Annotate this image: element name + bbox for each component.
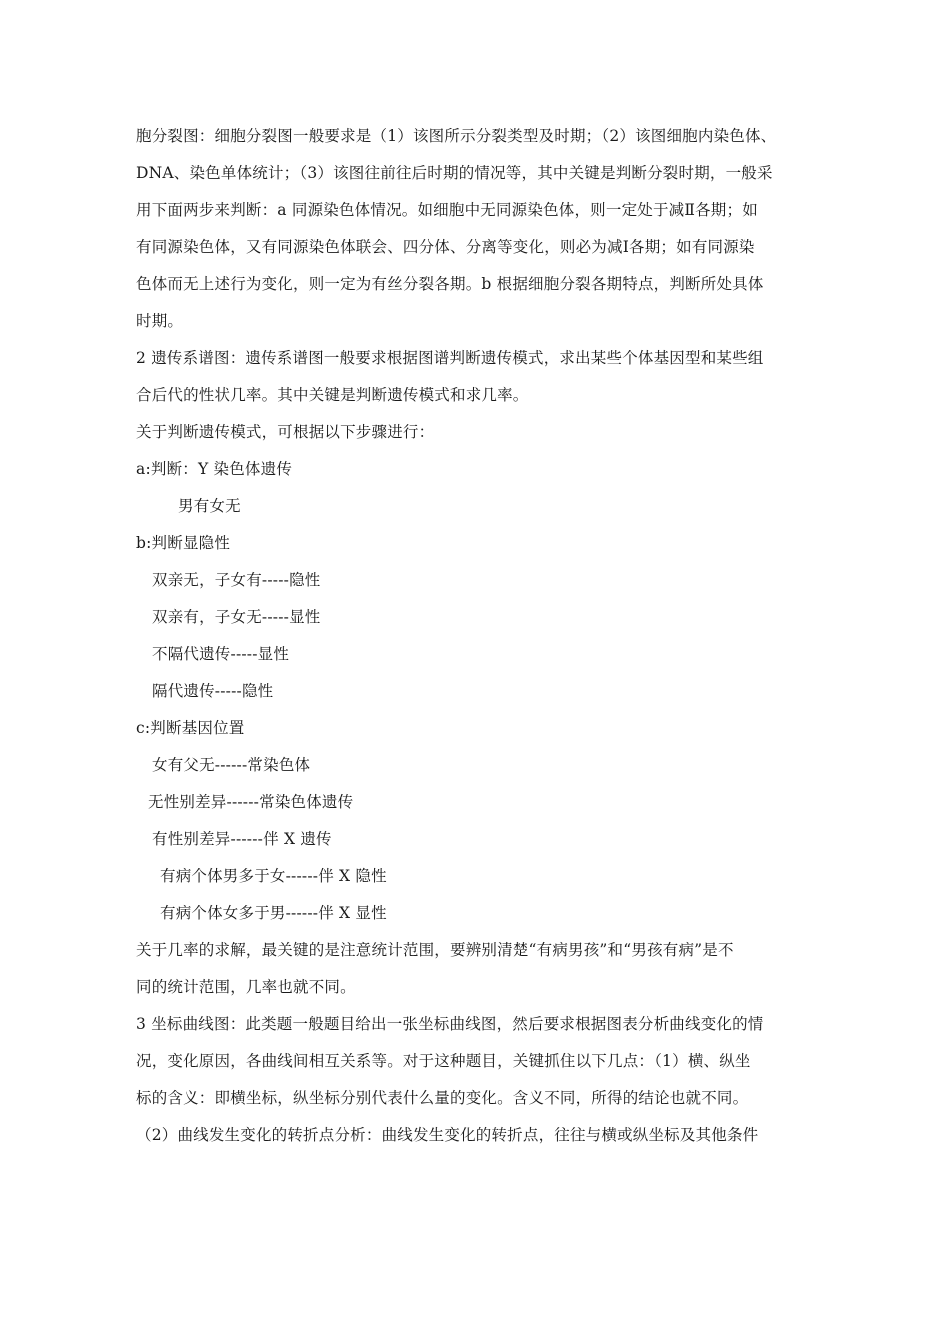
text-line: 男有女无 <box>178 497 241 515</box>
text-line: 况，变化原因，各曲线间相互关系等。对于这种题目，关键抓住以下几点：（1）横、纵坐 <box>136 1052 751 1070</box>
text-line: 无性别差异------常染色体遗传 <box>148 793 354 811</box>
text-line: c:判断基因位置 <box>136 719 245 737</box>
text-line: 用下面两步来判断：a 同源染色体情况。如细胞中无同源染色体，则一定处于减Ⅱ各期；如 <box>136 201 758 219</box>
text-line: 胞分裂图：细胞分裂图一般要求是（1）该图所示分裂类型及时期；（2）该图细胞内染色体、 <box>136 127 777 145</box>
text-line: 有病个体女多于男------伴 X 显性 <box>160 904 387 922</box>
text-line: DNA、染色单体统计；（3）该图往前往后时期的情况等，其中关键是判断分裂时期，一般采 <box>136 164 773 182</box>
text-line: 标的含义：即横坐标，纵坐标分别代表什么量的变化。含义不同，所得的结论也就不同。 <box>136 1089 749 1107</box>
text-line: 合后代的性状几率。其中关键是判断遗传模式和求几率。 <box>136 386 529 404</box>
text-line: （2）曲线发生变化的转折点分析：曲线发生变化的转折点，往往与横或纵坐标及其他条件 <box>136 1126 759 1144</box>
text-line: 双亲有，子女无-----显性 <box>152 608 321 626</box>
text-line: 3 坐标曲线图：此类题一般题目给出一张坐标曲线图，然后要求根据图表分析曲线变化的情 <box>136 1015 764 1033</box>
text-line: 关于几率的求解，最关键的是注意统计范围，要辨别清楚“有病男孩”和“男孩有病”是不 <box>136 941 734 959</box>
text-line: 有病个体男多于女------伴 X 隐性 <box>160 867 387 885</box>
document-body <box>136 118 816 1154</box>
text-line: 女有父无------常染色体 <box>152 756 311 774</box>
text-line: 有同源染色体，又有同源染色体联会、四分体、分离等变化，则必为减Ⅰ各期；如有同源染 <box>136 238 755 256</box>
text-line: a:判断：Y 染色体遗传 <box>136 460 293 478</box>
text-line: b:判断显隐性 <box>136 534 231 552</box>
text-line: 2 遗传系谱图：遗传系谱图一般要求根据图谱判断遗传模式，求出某些个体基因型和某些组 <box>136 349 764 367</box>
text-line: 隔代遗传-----隐性 <box>152 682 274 700</box>
text-line: 色体而无上述行为变化，则一定为有丝分裂各期。b 根据细胞分裂各期特点，判断所处具体 <box>136 275 764 293</box>
text-line: 关于判断遗传模式，可根据以下步骤进行： <box>136 423 435 441</box>
text-line: 不隔代遗传-----显性 <box>152 645 290 663</box>
text-line: 同的统计范围，几率也就不同。 <box>136 978 356 996</box>
text-line: 时期。 <box>136 312 184 330</box>
text-line: 有性别差异------伴 X 遗传 <box>152 830 332 848</box>
text-line: 双亲无，子女有-----隐性 <box>152 571 321 589</box>
